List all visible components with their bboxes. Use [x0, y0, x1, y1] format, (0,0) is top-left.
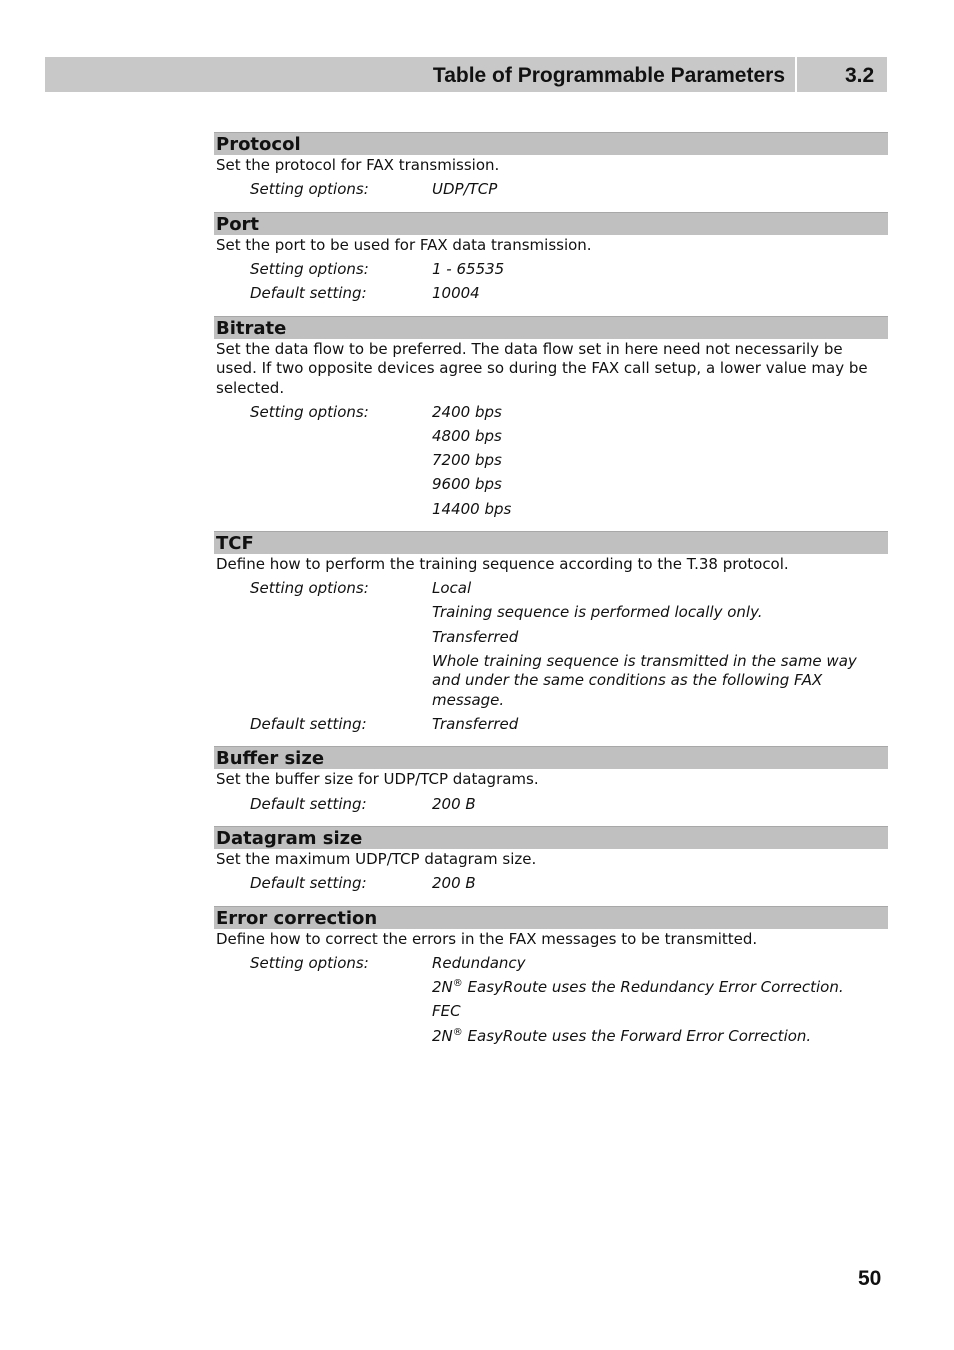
brand-prefix: 2N [432, 1026, 453, 1045]
option-text: 4800 bps [432, 426, 502, 445]
registered-mark: ® [452, 1026, 463, 1038]
option-value [432, 475, 888, 495]
parameter-section [214, 906, 888, 1046]
option-text: 14400 bps [432, 499, 512, 518]
option-text: 2400 bps [432, 402, 502, 421]
header-number-box [797, 57, 887, 92]
section-heading: Port [214, 212, 888, 235]
option-text: Local [432, 579, 472, 598]
option-row [214, 874, 888, 894]
option-row [214, 579, 888, 599]
option-value [432, 652, 888, 711]
section-heading: Protocol [214, 132, 888, 155]
option-text: 7200 bps [432, 451, 502, 470]
option-label: Setting options: [250, 954, 369, 972]
option-row [214, 427, 888, 447]
section-heading: TCF [214, 531, 888, 554]
option-text: Training sequence is performed locally only. [432, 603, 763, 622]
option-value [432, 180, 888, 200]
option-row [214, 628, 888, 648]
section-description: Set the maximum UDP/TCP datagram size. [216, 850, 537, 869]
section-heading: Datagram size [214, 826, 888, 849]
option-row [214, 1002, 888, 1022]
option-label: Setting options: [250, 579, 369, 598]
option-text: 1 - 65535 [432, 259, 505, 278]
section-description: Set the buffer size for UDP/TCP datagrams. [216, 770, 539, 789]
parameter-section [214, 531, 888, 734]
parameter-section [214, 826, 888, 894]
option-value [432, 874, 888, 894]
option-label: Default setting: [250, 874, 367, 893]
option-label: Default setting: [250, 714, 367, 733]
option-text: Transferred [432, 627, 519, 646]
option-text: 9600 bps [432, 475, 502, 494]
option-row [214, 715, 888, 735]
option-label: Setting options: [250, 180, 369, 199]
option-text: 200 B [432, 874, 476, 893]
parameter-section [214, 316, 888, 519]
option-row [214, 260, 888, 280]
option-row [214, 475, 888, 495]
option-label [214, 427, 432, 447]
option-row [214, 1027, 888, 1047]
parameter-section [214, 212, 888, 304]
section-description: Define how to correct the errors in the FAX messages to be transmitted. [216, 929, 758, 948]
option-label: Setting options: [250, 402, 369, 421]
option-row [214, 284, 888, 304]
parameter-section [214, 132, 888, 200]
option-value [432, 284, 888, 304]
section-heading: Error correction [214, 906, 888, 929]
section-description: Set the port to be used for FAX data transmission. [216, 235, 592, 254]
option-label [214, 500, 432, 520]
option-value [432, 403, 888, 423]
option-value [432, 628, 888, 648]
header-title-box [45, 57, 795, 92]
option-text: UDP/TCP [432, 180, 498, 199]
section-heading: Buffer size [214, 746, 888, 769]
option-label [214, 1027, 432, 1047]
option-label [214, 603, 432, 623]
option-value [432, 427, 888, 447]
page-header [45, 57, 887, 92]
option-text: EasyRoute uses the Forward Error Correction. [467, 1026, 812, 1045]
option-value [432, 579, 888, 599]
chapter-title: Table of Programmable Parameters [432, 64, 785, 87]
option-value [432, 795, 888, 815]
section-description: Set the protocol for FAX transmission. [216, 156, 500, 174]
option-text: FEC [432, 1002, 461, 1021]
option-value [432, 603, 888, 623]
parameter-section [214, 746, 888, 814]
option-label: Default setting: [250, 794, 367, 813]
option-value [432, 978, 888, 998]
option-label [214, 475, 432, 495]
option-text: 200 B [432, 794, 476, 813]
option-value [432, 1027, 888, 1047]
option-row [214, 500, 888, 520]
option-row [214, 978, 888, 998]
section-heading: Bitrate [214, 316, 888, 339]
brand-prefix: 2N [432, 978, 453, 997]
section-number: 3.2 [845, 64, 875, 87]
option-label: Default setting: [250, 284, 367, 303]
option-text: Whole training sequence is transmitted in the same way and under the same conditions as the following FAX message. [432, 651, 857, 709]
registered-mark: ® [452, 978, 463, 990]
option-row [214, 451, 888, 471]
option-text: 10004 [432, 284, 480, 303]
option-row [214, 603, 888, 623]
option-label [214, 451, 432, 471]
option-value [432, 451, 888, 471]
option-text: Redundancy [432, 954, 526, 972]
page-number: 50 [858, 1267, 882, 1290]
option-text: Transferred [432, 714, 519, 733]
section-description: Set the data flow to be preferred. The data flow set in here need not necessarily be used. If two opposite devices agree so during the FAX call setup, a lower value may be selected. [216, 339, 868, 397]
option-row [214, 180, 888, 200]
option-row [214, 795, 888, 815]
option-label: Setting options: [250, 259, 369, 278]
option-label [214, 652, 432, 711]
option-value [432, 1002, 888, 1022]
section-description: Define how to perform the training sequence according to the T.38 protocol. [216, 555, 789, 573]
option-label [214, 1002, 432, 1022]
option-value [432, 500, 888, 520]
option-row [214, 652, 888, 711]
option-value [432, 260, 888, 280]
option-label [214, 978, 432, 998]
option-row [214, 954, 888, 974]
option-value [432, 715, 888, 735]
option-text: EasyRoute uses the Redundancy Error Correction. [467, 978, 844, 997]
option-label [214, 628, 432, 648]
option-value [432, 954, 888, 974]
option-row [214, 403, 888, 423]
parameter-list [214, 132, 888, 1058]
